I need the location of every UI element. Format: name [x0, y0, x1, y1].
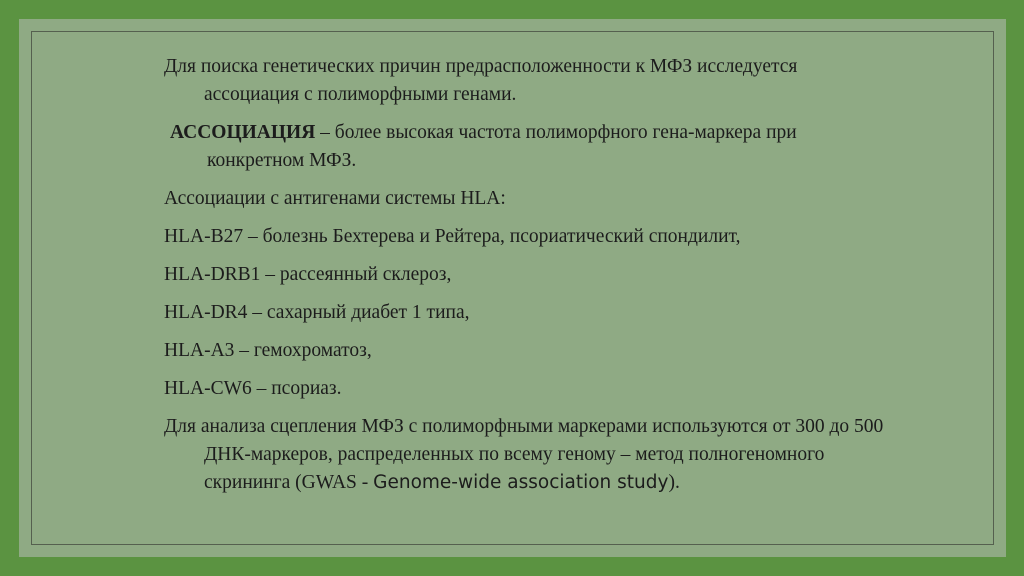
gwas-expansion: Genome-wide association study — [373, 472, 669, 493]
hla-item: HLA-DR4 – сахарный диабет 1 типа, — [164, 302, 470, 323]
hla-item: HLA-CW6 – псориаз. — [164, 378, 342, 399]
slide-content — [164, 53, 884, 505]
paragraph-association — [164, 119, 884, 175]
gwas-text: Для анализа сцепления МФЗ с полиморфными маркерами используются от 300 до 500 ДНК-маркеров, распределенных по всему геному – метод полногеномного скрининга (GWAS - — [164, 416, 884, 493]
paragraph-intro: Для поиска генетических причин предрасположенности к МФЗ исследуется ассоциация с полиморфными генами. — [164, 56, 798, 105]
gwas-end: ). — [668, 472, 680, 493]
paragraph-hla-heading: Ассоциации с антигенами системы HLA: — [164, 188, 506, 209]
hla-item: HLA-B27 – болезнь Бехтерева и Рейтера, псориатический спондилит, — [164, 226, 741, 247]
hla-item: HLA-DRB1 – рассеянный склероз, — [164, 264, 452, 285]
paragraph-gwas — [164, 413, 884, 497]
hla-item: HLA-A3 – гемохроматоз, — [164, 340, 372, 361]
slide-background — [19, 19, 1006, 557]
association-term: АССОЦИАЦИЯ — [170, 122, 316, 143]
association-definition: – более высокая частота полиморфного гена-маркера при конкретном МФЗ. — [207, 122, 797, 171]
